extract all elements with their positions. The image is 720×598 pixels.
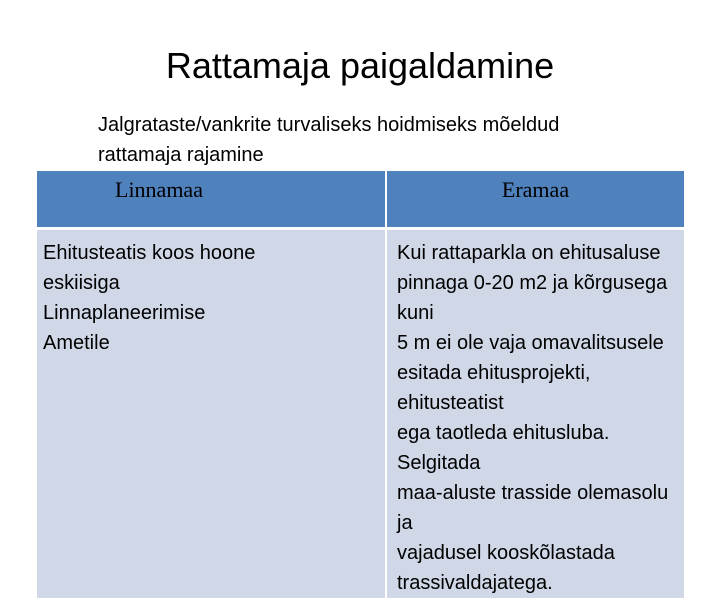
slide-subtitle: Jalgrataste/vankrite turvaliseks hoidmiseks mõeldud rattamaja rajamine	[98, 110, 658, 170]
table-row	[37, 229, 684, 598]
comparison-table	[37, 171, 684, 598]
table-header-row	[37, 171, 684, 229]
table-body	[37, 229, 684, 598]
cell-eramaa: Kui rattaparkla on ehitusaluse pinnaga 0-20 m2 ja kõrgusega kuni 5 m ei ole vaja omavalitsusele esitada ehitusprojekti, ehitusteatist ega taotleda ehitusluba. Selgitada maa-aluste trasside olemasolu ja vajadusel kooskõlastada trassivaldajatega.	[386, 229, 684, 598]
table-header	[37, 171, 684, 229]
cell-linnamaa: Ehitusteatis koos hoone eskiisiga Linnaplaneerimise Ametile	[37, 229, 386, 598]
slide-title: Rattamaja paigaldamine	[0, 40, 720, 92]
header-linnamaa: Linnamaa	[37, 171, 386, 229]
header-eramaa: Eramaa	[386, 171, 684, 229]
